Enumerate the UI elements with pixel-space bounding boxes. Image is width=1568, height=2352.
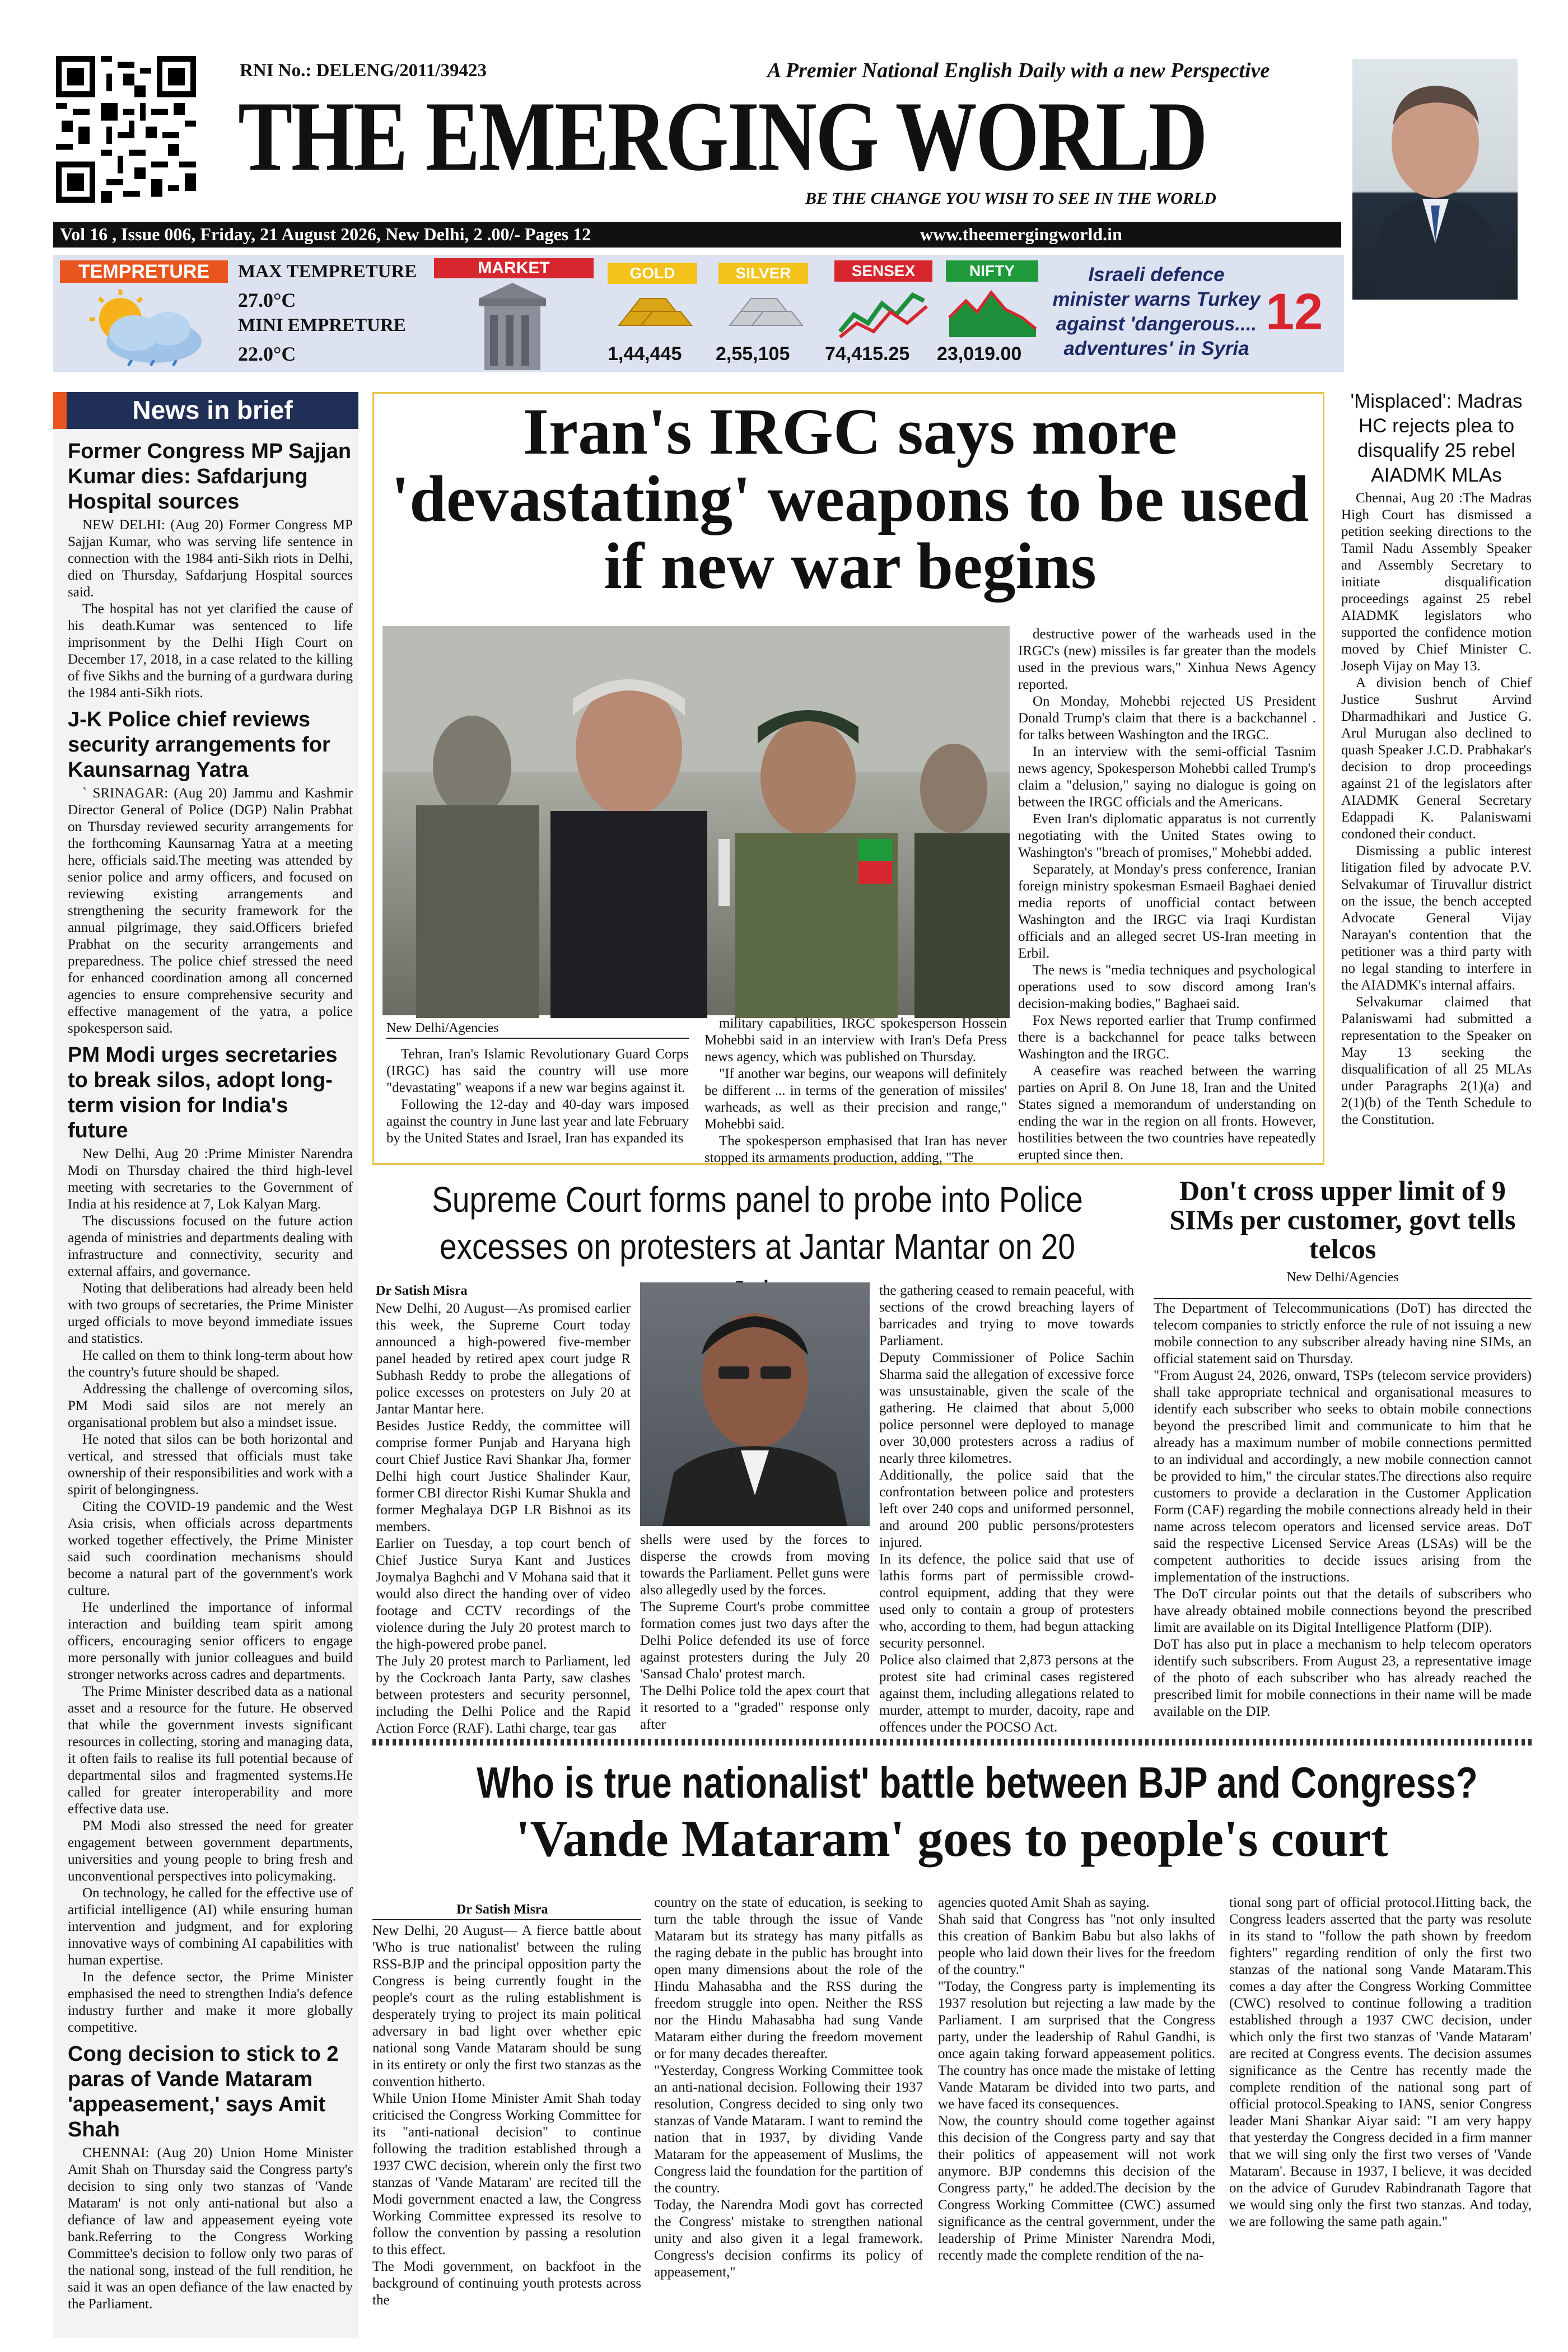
sc-byline: Dr Satish Misra: [376, 1284, 468, 1298]
newspaper-title: THE EMERGING WORLD: [238, 81, 1207, 192]
rni-number: RNI No.: DELENG/2011/39423: [240, 60, 487, 81]
brief-paragraph: He called on them to think long-term about how the country's future should be shaped.: [68, 1348, 353, 1380]
brief-paragraph: New Delhi, Aug 20 :Prime Minister Narendra Modi on Thursday chaired the third high-level meeting with secretaries to the Government of India at his residence at 7, Lok Kalyan Marg.: [68, 1146, 353, 1212]
paragraph: Selvakumar claimed that Palaniswami had submitted a representation to the Speaker on May 13 seeking the disqualification of all 25 MLAs under Paragraphs 2(1)(a) and 2(1)(b) of the Tenth Schedule to the Constitution.: [1341, 995, 1532, 1127]
paragraph: On Monday, Mohebbi rejected US President Donald Trump's claim that there is a backchannel . for talks between Washington and the IRGC.: [1018, 694, 1316, 743]
brief-paragraph: CHENNAI: (Aug 20) Union Home Minister Amit Shah on Thursday said the Congress party's decision to sing only two stanzas of 'Vande Mataram' is not only anti-national but also a defiance of law and appeasement eyeing vote bank.Referring to the Congress Working Committee's decision to follow only two paras of the national song, instead of the full rendition, he said it was an open defiance of the law enacted by the Parliament.: [68, 2145, 353, 2312]
sims-body: [1154, 1300, 1532, 1723]
lead-column-3: [1018, 626, 1316, 1161]
vande-column-2: [654, 1894, 923, 2340]
info-strip: [53, 255, 1344, 372]
min-temp-label: MINI EMPRETURE: [238, 315, 406, 335]
madras-body: [1341, 490, 1532, 1162]
sensex-value: 74,415.25: [825, 343, 910, 365]
brief-paragraph: Citing the COVID-19 pandemic and the West Asia crisis, when officials across departments worked together effectively, the Prime Minister said such coordination mechanisms should become a natural part of the government's work culture.: [68, 1499, 353, 1598]
paragraph: Now, the country should come together against this decision of the Congress party and say that their politics of appeasement will not work anymore. BJP condemns this decision of the Congress party," he added.The decision by the Congress Working Committee (CWC) assumed significance as the central government, under the leadership of Prime Minister Narendra Modi, recently made the complete rendition of the na-: [938, 2113, 1215, 2263]
paragraph: Today, the Narendra Modi govt has corrected the Congress' mistake to strengthen national unity and also given it a legal framework. Congress's decision confirms its policy of appeasement,": [654, 2197, 923, 2280]
paragraph: Even Iran's diplomatic apparatus is not currently negotiating with the United States owing to Washington's "breach of promises," Mohebbi added.: [1018, 811, 1316, 860]
paragraph: Separately, at Monday's press conference, Iranian foreign ministry spokesman Esmaeil Baghaei denied media reports of unofficial contact between Washington and the IRGC via Iraqi Kurdistan officials and an alleged secret US-Iran meeting in Erbil.: [1018, 862, 1316, 961]
sc-photo: [640, 1282, 870, 1526]
madras-headline: 'Misplaced': Madras HC rejects plea to disqualify 25 rebel AIADMK MLAs: [1350, 390, 1523, 486]
max-temp-value: 27.0°C: [238, 289, 296, 311]
vande-column-4: [1229, 1894, 1532, 2340]
paragraph: New Delhi, 20 August—As promised earlier this week, the Supreme Court today announced a high-powered five-member panel headed by retired apex court judge R Subhash Reddy to probe the allegations of police excesses on protesters on July 20 at Jantar Mantar here.: [376, 1301, 631, 1417]
sc-column-3: [879, 1282, 1134, 1735]
news-in-brief-header: News in brief: [53, 392, 358, 429]
paragraph: While Union Home Minister Amit Shah today criticised the Congress Working Committee for its "anti-national decision" to continue following the tradition established through a 1937 CWC decision, wherein only the first two stanzas of 'Vande Mataram' are recited till the Modi government enacted a law, the Congress Working Committee expressed its resolve to follow the convention by passing a resolution to this effect.: [372, 2091, 641, 2257]
paragraph: The Modi government, on backfoot in the background of continuing youth protests across the: [372, 2259, 641, 2308]
sims-headline: Don't cross upper limit of 9 SIMs per customer, govt tells telcos: [1169, 1175, 1516, 1264]
lead-headline: Iran's IRGC says more 'devastating' weapons to be used if new war begins: [391, 395, 1309, 603]
paragraph: In its defence, the police said that use of lathis forms part of permissible crowd-control equipment, adding that they were used only to contain a group of protesters who, according to them, had begun attacking security personnel.: [879, 1552, 1134, 1651]
lead-dateline: New Delhi/Agencies: [386, 1021, 499, 1035]
market-label: MARKET: [434, 258, 594, 278]
brief-paragraph: In the defence sector, the Prime Minister emphasised the need to strengthen India's defence industry further and make it more globally competitive.: [68, 1970, 353, 2035]
sc-column-1: [376, 1300, 631, 1736]
paragraph: Fox News reported earlier that Trump confirmed there is a backchannel for peace talks between Washington and the IRGC.: [1018, 1013, 1316, 1062]
brief-paragraph: NEW DELHI: (Aug 20) Former Congress MP Sajjan Kumar, who was serving life sentence in connection with the 1984 anti-Sikh riots in Delhi, died on Thursday, Safdarjung Hospital sources said.: [68, 517, 353, 600]
paragraph: The spokesperson emphasised that Iran has never stopped its armaments production, adding, "The: [704, 1133, 1007, 1165]
sc-headline: Supreme Court forms panel to probe into Police excesses on protesters at Jantar Mantar on 20: [432, 1179, 1083, 1267]
vande-column-3: [938, 1894, 1215, 2340]
lead-column-1: [386, 1046, 689, 1161]
brief-headline[interactable]: Cong decision to stick to 2 paras of Vande Mataram 'appeasement,' says Amit Shah: [68, 2042, 339, 2141]
paragraph: The news is "media techniques and psychological operations used to sow discord among Iran's decision-making bodies," Baghaei said.: [1018, 963, 1316, 1011]
paragraph: "From August 24, 2026, onward, TSPs (telecom service providers) shall take appropriate technical and organisational measures to identify each subscriber who seeks to obtain mobile connections beyond the prescribed limit and communicate to him that he already has a maximum number of mobile connections permitted to an individual and accordingly, a new mobile connection cannot be provided to him," the circular states.The directions also require customers to provide a declaration in the Customer Application Form (CAF) regarding the mobile connections already held in their name across telecom operators and licensed service areas. DoT said the respective Licensed Service Areas (LSAs) will be the competent authorities to decide issues arising from the implementation of the instructions.: [1154, 1368, 1532, 1585]
brief-paragraph: Addressing the challenge of overcoming silos, PM Modi said silos are not merely an organisational problem but also a mindset issue.: [68, 1382, 353, 1430]
supreme-court-story: [372, 1176, 1142, 1736]
paragraph: "If another war begins, our weapons will definitely be different ... in terms of the generation of missiles' warheads, as well as their precision and range," Mohebbi said.: [704, 1066, 1007, 1132]
weather-icon: [70, 288, 216, 367]
brief-paragraph: Noting that deliberations had already been held with two groups of secretaries, the Prime Minister urged officials to move beyond immediate issues and statistics.: [68, 1281, 353, 1346]
lead-photo: [382, 626, 1010, 1015]
slogan: BE THE CHANGE YOU WISH TO SEE IN THE WORLD: [805, 189, 1216, 208]
paragraph: agencies quoted Amit Shah as saying.: [938, 1895, 1150, 1910]
brief-paragraph: He underlined the importance of informal interaction and building team spirit among officers, encouraging senior officers to engage more personally with junior colleagues and build stronger networks across cadres and departments.: [68, 1600, 353, 1682]
brief-paragraph: He noted that silos can be both horizontal and vertical, and stressed that officials must take ownership of their responsibilities and work with a spirit of belongingness.: [68, 1432, 353, 1497]
brief-paragraph: The hospital has not yet clarified the cause of his death.Kumar was sentenced to life imprisonment by the Delhi High Court on December 17, 2018, in a case related to the killing of five Sikhs and the burning of a gurdwara during the 1984 anti-Sikh riots.: [68, 601, 353, 701]
max-temp-label: MAX TEMPRETURE: [238, 262, 417, 282]
vande-headline-1: Who is true nationalist' battle between BJP and Congress?: [477, 1758, 1478, 1807]
paragraph: military capabilities, IRGC spokesperson Hossein Mohebbi said in an interview with Iran's Defa Press news agency, which was published on Thursday.: [704, 1016, 1007, 1065]
paragraph: "Today, the Congress party is implementing its 1937 resolution but rejecting a law made by the Parliament. I am surprised that the Congress party, under the leadership of Rahul Gandhi, is once again taking forward appeasement politics. The country has once made the mistake of letting Vande Mataram be divided into two parts, and we have faced its consequences.: [938, 1979, 1215, 2112]
brief-headline[interactable]: J-K Police chief reviews security arrangements for Kaunsarnag Yatra: [68, 708, 330, 782]
paragraph: In an interview with the semi-official Tasnim news agency, Spokesperson Mohebbi called Trump's claim a "delusion," saying no dialogue is going on between the IRGC officials and the Americans.: [1018, 744, 1316, 810]
sensex-chart-icon: [834, 284, 932, 340]
paragraph: the gathering ceased to remain peaceful, with sections of the crowd breaching layers of barricades and trying to move towards Parliament.: [879, 1283, 1134, 1348]
silver-value: 2,55,105: [716, 343, 790, 365]
vande-mataram-story: [372, 1756, 1532, 2341]
paragraph: Additionally, the police said that the confrontation between police and protesters left over 240 cops and uniformed personnel, and around 200 public persons/protesters injured.: [879, 1468, 1134, 1550]
bull-icon: [468, 282, 557, 370]
brief-paragraph: The discussions focused on the future action agenda of ministries and departments dealing with infrastructure and connectivity, security and external affairs, and governance.: [68, 1214, 353, 1279]
paragraph: Tehran, Iran's Islamic Revolutionary Guard Corps (IRGC) has said the country will use more "devastating" weapons if a new war begins against it.: [386, 1047, 689, 1095]
issue-line: Vol 16 , Issue 006, Friday, 21 August 2026, New Delhi, 2 .00/- Pages 12: [60, 224, 591, 244]
brief-paragraph: The Prime Minister described data as a national asset and a resource for the future. He observed that while the government invests significant resources in collecting, storing and managing data, it often fails to realise its full potential because of departmental silos and fragmented systems.He called for greater interoperability and more effective data use.: [68, 1684, 353, 1817]
teaser-headline[interactable]: Israeli defence minister warns Turkey against 'dangerous.... adventures' in Syria: [1052, 264, 1261, 360]
silver-icon: [718, 286, 814, 337]
qr-code-icon: [56, 56, 196, 203]
paragraph: Chennai, Aug 20 :The Madras High Court has dismissed a petition seeking directions to the Tamil Nadu Assembly Speaker and Assembly Secretary to initiate disqualification proceedings against 25 rebel AIADMK legislators who supported the confidence motion moved by Chief Minister C. Joseph Vijay on May 13.: [1341, 491, 1532, 674]
gold-label: GOLD: [608, 263, 697, 284]
paragraph: Shah said that Congress has "not only insulted this creation of Bankim Babu but also lakhs of people who laid down their lives for the freedom of the country.": [938, 1912, 1215, 1977]
tagline: A Premier National English Daily with a new Perspective: [767, 59, 1270, 82]
paragraph: New Delhi, 20 August— A fierce battle about 'Who is true nationalist' between the ruling RSS-BJP and the principal opposition party the Congress is being currently fought in the people's court as the ruling establishment is desperately trying to project its main political adversary in bad light over whether epic national song Vande Mataram should be sung in its entirety or only the first two stanzas as the convention hitherto.: [372, 1923, 641, 2089]
paragraph: The Supreme Court's probe committee formation comes just two days after the Delhi Police defended its use of force against protesters during the July 20 'Sansad Chalo' protest march.: [640, 1599, 870, 1682]
paragraph: Earlier on Tuesday, a top court bench of Chief Justice Surya Kant and Justices Joymalya Baghchi and V Mohana said that it would also direct the handing over of video footage and CCTV recordings of the violence during the July 20 protest march to the high-powered probe panel.: [376, 1536, 631, 1652]
nifty-value: 23,019.00: [937, 343, 1022, 365]
sims-dateline: New Delhi/Agencies: [1286, 1270, 1399, 1285]
nifty-label: NIFTY: [946, 260, 1038, 282]
paragraph: Police also claimed that 2,873 persons at the protest site had criminal cases registered against them, including allegations related to murder, attempt to murder, dacoity, rape and offences under the POCSO Act.: [879, 1653, 1134, 1735]
gold-value: 1,44,445: [608, 343, 682, 365]
min-temp-value: 22.0°C: [238, 343, 296, 365]
lead-column-2: [704, 1015, 1007, 1165]
paragraph: destructive power of the warheads used in the IRGC's (new) missiles is far greater than the models used in the previous wars," Xinhua News Agency reported.: [1018, 627, 1316, 692]
paragraph: Dismissing a public interest litigation filed by advocate P.V. Selvakumar of Tiruvallur district on the issue, the bench accepted Advocate General Vijay Narayan's contention that the petitioner was a third party with no legal standing to interfere in the AIADMK's internal affairs.: [1341, 843, 1532, 993]
brief-body: [53, 429, 358, 2313]
paragraph: The Delhi Police told the apex court that it resorted to a "graded" response only after: [640, 1683, 870, 1732]
paragraph: Following the 12-day and 40-day wars imposed against the country in June last year and late February by the United States and Israel, Iran has expanded its: [386, 1097, 689, 1146]
paragraph: The July 20 protest march to Parliament, led by the Cockroach Janta Party, saw clashes between protesters and security personnel, including the Delhi Police and the Rapid Action Force (RAF). Lathi charge, tear gas: [376, 1654, 631, 1736]
lead-story: [372, 392, 1324, 1165]
silver-label: SILVER: [718, 263, 808, 284]
brief-paragraph: On technology, he called for the effective use of artificial intelligence (AI) while ensuring human intervention and judgment, and for exploring innovative ways of combining AI capabilities with human expertise.: [68, 1886, 353, 1968]
sims-story: [1154, 1176, 1532, 1725]
paragraph: Besides Justice Reddy, the committee will comprise former Punjab and Haryana high court Chief Justice Ravi Shankar Jha, former Delhi high court Justice Shalinder Kaur, former CBI director Rishi Kumar Shukla and former Meghalaya DGP LR Bishnoi as its members.: [376, 1418, 631, 1534]
paragraph: tional song part of official protocol.Hitting back, the Congress leaders asserted that the party was resolute in its stand to "follow the path shown by freedom fighters" regarding rendition of only the first two stanzas of the national song Vande Mataram.This comes a day after the Congress Working Committee (CWC) resolved to continue following a tradition established through a 1937 CWC decision, under which only the first two stanzas of 'Vande Mataram' are recited at Congress events. The decision assumes significance as the Centre has recently made the complete rendition of the national song part of official protocol.Speaking to IANS, senior Congress leader Mani Shankar Aiyar said: "I am very happy that yesterday the Congress decided in a firm manner that we will sing only the first two verses of 'Vande Mataram'. Because in 1937, I believe, it was decided on the advice of Gurudev Rabindranath Tagore that we would sing only the first two stanzas. And today, we are following the same path again.": [1229, 1895, 1532, 2229]
vande-column-1: [372, 1922, 641, 2340]
temperature-label: TEMPRETURE: [60, 260, 228, 283]
madras-hc-story: [1341, 389, 1532, 1165]
paragraph: DoT has also put in place a mechanism to help telecom operators identify such subscribers. From August 23, a representative image of the photo of each subscriber who has already reached the prescribed limit for mobile connections in their name will be made available on the DIP.: [1154, 1637, 1532, 1719]
teaser-page-number[interactable]: 12: [1266, 283, 1323, 340]
sensex-label: SENSEX: [834, 260, 932, 282]
paragraph: "Yesterday, Congress Working Committee took an anti-national decision. Following their 1937 resolution, Congress decided to sing only two stanzas of Vande Mataram. I want to remind the nation that in 1937, by dividing Vande Mataram for the appeasement of Muslims, the Congress laid the foundation for the partition of the country.: [654, 2063, 923, 2196]
gold-icon: [608, 286, 703, 337]
portrait-photo: [1352, 59, 1518, 300]
paragraph: The DoT circular points out that the details of subscribers who have already obtained mobile connections beyond the prescribed limit are available on its Digital Intelligence Platform (DIP).: [1154, 1586, 1532, 1635]
issue-bar: [53, 222, 1341, 248]
vande-headline-2: 'Vande Mataram' goes to people's court: [516, 1810, 1388, 1867]
paragraph: A ceasefire was reached between the warring parties on April 8. On June 18, Iran and the United States signed a memorandum of understanding on ending the war in the region on all fronts. However, hostilities between the two countries have repeatedly erupted since then.: [1018, 1063, 1316, 1163]
nifty-chart-icon: [944, 284, 1042, 340]
website-link[interactable]: www.theemergingworld.in: [920, 224, 1122, 244]
paragraph: Deputy Commissioner of Police Sachin Sharma said the allegation of excessive force was unsustainable, given the scale of the gathering. He claimed that about 5,000 police personnel were deployed to manage over 30,000 protesters across a radius of nearly three kilometres.: [879, 1350, 1134, 1466]
sc-column-2: [640, 1532, 870, 1732]
paragraph: shells were used by the forces to disperse the crowds from moving towards the Parliament. Pellet guns were also allegedly used by the forces.: [640, 1532, 870, 1598]
brief-paragraph: PM Modi also stressed the need for greater engagement between government departments, universities and young people to bring fresh and unconventional perspectives into policymaking.: [68, 1818, 353, 1884]
paragraph: country on the state of education, is seeking to turn the table through the issue of Vande Mataram but its strategy has many pitfalls as the raging debate in the public has brought into open many dimensions about the role of the Hindu Mahasabha and the RSS during the freedom struggle into open. Neither the RSS nor the Hindu Mahasabha had sung Vande Mataram either during the freedom movement or for many decades thereafter.: [654, 1895, 923, 2061]
brief-paragraph: ` SRINAGAR: (Aug 20) Jammu and Kashmir Director General of Police (DGP) Nalin Prabhat on Thursday reviewed security arrangements for the forthcoming Kaunsarnag Yatra at a meeting here, officials said.The meeting was attended by senior police and army officers, and focused on reviewing existing arrangements and strengthening the security framework for the annual pilgrimage, they said.Officers briefed Prabhat on the security arrangements and preparedness. The police chief stressed the need for enhanced coordination among all concerned agencies to ensure comprehensive security and effective management of the yatra, a police spokesperson said.: [68, 786, 353, 1036]
paragraph: A division bench of Chief Justice Sushrut Arvind Dharmadhikari and Justice G. Arul Murugan also declined to quash Speaker J.C.D. Prabhakar's decision to drop proceedings against 21 of the legislators after AIADMK General Secretary Edappadi K. Palaniswami condoned their conduct.: [1341, 675, 1532, 842]
news-in-brief-column: [53, 392, 358, 2338]
brief-headline[interactable]: Former Congress MP Sajjan Kumar dies: Safdarjung Hospital sources: [68, 440, 352, 514]
section-divider: [372, 1739, 1532, 1746]
brief-headline[interactable]: PM Modi urges secretaries to break silos, adopt long-term vision for India's future: [68, 1043, 338, 1142]
vande-byline: Dr Satish Misra: [456, 1902, 548, 1917]
paragraph: The Department of Telecommunications (DoT) has directed the telecom companies to strictly enforce the rule of not issuing a new mobile connection to any subscriber already having nine SIMs, an official statement said on Thursday.: [1154, 1301, 1532, 1366]
